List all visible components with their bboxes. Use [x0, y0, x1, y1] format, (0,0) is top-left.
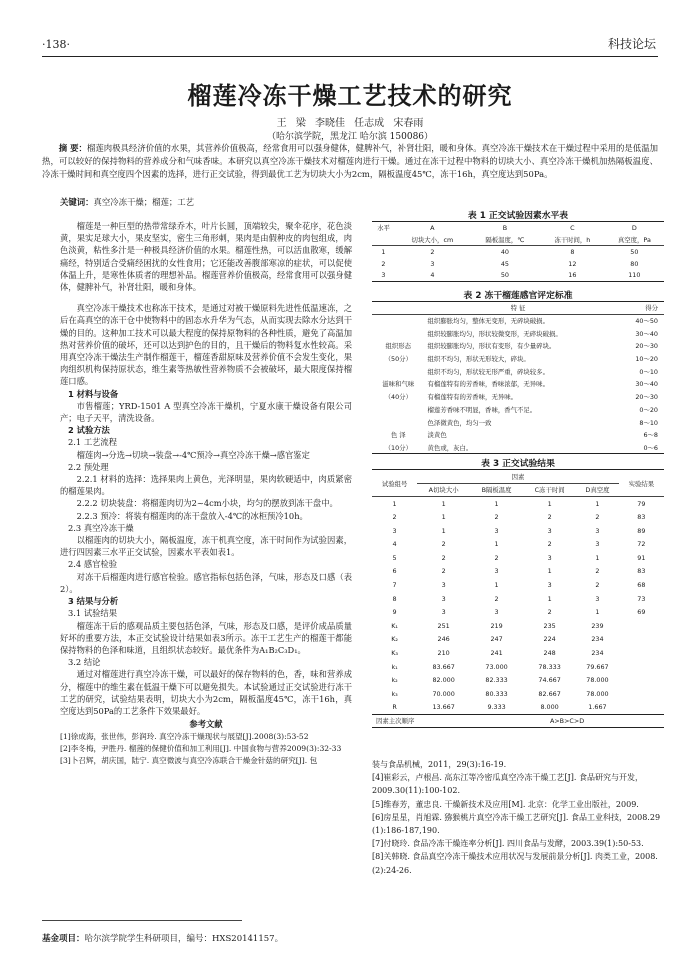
- paragraph: 榴莲冻干后的感观品质主要包括色泽，气味，形态及口感，是评价成品质量好坏的重要方法，本正交试验设计结果如表3所示。冻干工艺生产的榴莲干都能保持物料的色泽和味道，且组织状态较好。最优条件为A₁B₂C₃D₁。: [60, 620, 352, 655]
- table-cell: 2: [494, 594, 499, 603]
- subsection-heading: 3.1 试验结果: [68, 608, 118, 619]
- table-row: [372, 497, 664, 511]
- table-row: [372, 619, 664, 633]
- table-group-score: （10分）: [384, 443, 412, 452]
- table-cell: 黄色或，灰白。: [427, 443, 473, 452]
- table-cell: k₂: [391, 676, 398, 685]
- paragraph: 真空冷冻干燥技术也称冻干技术，是通过对被干燥原料先进性低温速冻，之后在高真空的冻干仓中使物料中的固态水升华为气态，从而实现去除水分达到干燥的目的。这种加工技术可以最大程度的保持原物料的各种性质，避免了高温加热对营养价值的破坏，还可以达到护色的目的，且干燥后的物料复水性较高。采用真空冷冻干燥法生产制作榴莲干，榴莲香甜原味及营养价值不会发生变化，果肉组织机构保持原状态，维生素等热敏性营养物质不会被破坏，最大限度保持榴莲口感。: [60, 303, 352, 387]
- table-cell: 1: [494, 540, 499, 549]
- funding-note: [42, 932, 283, 944]
- table-cell: 9: [392, 608, 397, 617]
- table-cell: 2: [441, 553, 446, 562]
- table-cell: 榴莲芳香味不明显，香味，香气不足。: [427, 405, 537, 414]
- reference-item: [8]关韩晓. 食品真空冷冻干燥技术应用状况与发展前景分析[J]. 肉类工业，2008.(2):24-26.: [372, 852, 658, 875]
- table-group-name: 色 泽: [390, 431, 406, 440]
- table-cell: 0～10: [639, 367, 658, 376]
- footnote-rule: [42, 920, 242, 921]
- table-cell: 239: [591, 621, 604, 630]
- table-row: [372, 701, 664, 715]
- table-cell: 2: [595, 567, 600, 576]
- table-cell: 1: [547, 567, 552, 576]
- table-cell: 3: [494, 567, 499, 576]
- table-cell: 7: [392, 581, 397, 590]
- table-row: [372, 246, 664, 258]
- table-group-score: （50分）: [384, 355, 412, 364]
- table-row: [372, 633, 664, 647]
- reference-item: [4]崔彩云，卢根昌. 高东江等冷密瓜真空冷冻干燥工艺[J]. 食品研究与开发，2009.30(11):100-102.: [372, 773, 643, 796]
- table-cell: 234: [591, 649, 604, 658]
- table-cell: 组织不均匀，形状较无形严重，碎块较多。: [427, 367, 549, 376]
- paragraph: 榴莲是一种巨型的热带常绿乔木，叶片长圆，顶端较尖，聚伞花序，花色淡黄，果实足球大小，果皮坚实，密生三角形刺，果肉是由假种皮的肉包组成，肉色淡黄，粘性多汁是一种极具经济价值的水果。榴莲性热，可以活血散寒，缓解痛经，特别适合受痛经困扰的女性食用；它还能改善腹部寒凉的症状，可以促使体温上升，是寒性体质者的理想补品。榴莲营养价值极高，经常食用可以强身健体，健脾补气，补肾壮阳，暖和身体。: [60, 221, 352, 293]
- table-header: 实验结果: [628, 479, 655, 488]
- table-cell: 1: [494, 581, 499, 590]
- table-cell: 1: [595, 553, 600, 562]
- table-cell: 淡黄色: [427, 431, 447, 440]
- table-cell: R: [392, 703, 397, 712]
- funding-text: 哈尔滨学院学生科研项目，编号：HXS20141157。: [84, 934, 284, 944]
- table-2: [372, 288, 664, 454]
- table-cell: 1: [595, 499, 600, 508]
- table-header: 水平: [377, 224, 390, 233]
- table-cell: 2: [430, 247, 435, 256]
- subsection-heading: 3.2 结论: [68, 657, 101, 668]
- table-cell: 2: [392, 513, 397, 522]
- table-cell: 3: [595, 526, 600, 535]
- table-cell: [619, 619, 664, 633]
- table-cell: K₁: [391, 621, 398, 630]
- table-cell: 78.333: [538, 662, 561, 671]
- table-header: [372, 302, 425, 315]
- table-cell: 110: [628, 271, 641, 280]
- table-caption: 表 3 正交试验结果: [481, 459, 555, 469]
- header-rule: [42, 56, 658, 57]
- table-cell: 2: [381, 259, 386, 268]
- abstract: [42, 142, 658, 181]
- table-caption: 表 1 正交试验因素水平表: [467, 211, 569, 221]
- paragraph: 通过对榴莲进行真空冷冻干燥，可以最好的保存物料的色，香，味和营养成分，榴莲中的维生素在低温干燥下可以避免损失。本试验通过正交试验进行冻干工艺的研究，试验结果表明，切块大小为2cm，隔板温度45℃，冻干16h，真空度达到50Pa的工艺条件下效果最好。: [60, 669, 352, 716]
- reference-item: [1]徐成海，张世伟，彭润玲. 真空冷冻干燥现状与展望[J].2008(3):53-52: [60, 732, 309, 742]
- table-caption: 表 2 冻干榴莲感官评定标准: [463, 291, 573, 301]
- paragraph: 2.2.3 预冷：将装有榴莲肉的冻干盘放入-4℃的冰柜预冷10h。: [76, 510, 308, 521]
- table-cell: 8.000: [540, 703, 559, 712]
- table-cell: 3: [547, 526, 552, 535]
- table-row: [372, 428, 664, 441]
- keywords: [60, 196, 194, 208]
- table-cell: 82.667: [538, 689, 561, 698]
- table-subheader: 冻干时间，h: [554, 235, 591, 244]
- table-cell: 83: [637, 513, 646, 522]
- table-cell: 2: [595, 513, 600, 522]
- table-subheader: [372, 234, 395, 246]
- table-header: A切块大小: [428, 486, 459, 495]
- table-group-header: 因素: [417, 470, 619, 484]
- table-cell: 30～40: [635, 329, 658, 338]
- table-cell: 3: [595, 540, 600, 549]
- table-cell: 79: [637, 499, 646, 508]
- table-cell: 69: [637, 608, 646, 617]
- table-row: [372, 416, 664, 429]
- page-number: ·138·: [42, 38, 70, 51]
- right-references: [372, 758, 664, 877]
- table-cell: 3: [430, 259, 435, 268]
- table-header: C: [570, 223, 575, 232]
- table-header: D真空度: [585, 486, 610, 495]
- table-cell: 8～10: [639, 418, 658, 427]
- table-cell: 83.667: [432, 662, 455, 671]
- table-cell: 219: [490, 621, 503, 630]
- paragraph: 2.2.2 切块装盘：将榴莲肉切为2~4cm小块，均匀的摆放到冻干盘中。: [76, 498, 338, 509]
- table-cell: 组织膨胀均匀，整体无变形，无碎块破损。: [427, 317, 549, 326]
- table-cell: 20～30: [635, 342, 658, 351]
- table-subheader: 切块大小，cm: [411, 235, 454, 244]
- table-group-score: （40分）: [384, 393, 412, 402]
- subsection-heading: 2.4 感官检验: [68, 559, 118, 570]
- table-cell: 234: [591, 635, 604, 644]
- table-cell: 1: [547, 594, 552, 603]
- table-cell: 2: [494, 553, 499, 562]
- table-row: [372, 646, 664, 660]
- abstract-text: 榴莲肉极具经济价值的水果，其营养价值极高，经常食用可以强身健体，健脾补气，补肾壮阳，暖和身体。真空冷冻干燥技术在干燥过程中采用的是低温加热，可以较好的保持物料的营养成分和气味香味。本研究以真空冷冻干燥技术对榴莲肉进行干燥。通过在冻干过程中物料的切块大小、真空冷冻干燥机加热隔板温度、冷冻干燥时间和真空度四个因素的选择，进行正交试验，得到最优工艺为切块大小为2cm，隔板温度45℃，冻干16h，真空度达到50Pa。: [42, 143, 658, 179]
- table-row: [372, 687, 664, 701]
- table-header: 特 征: [510, 304, 526, 313]
- table-row: [372, 270, 664, 282]
- table-cell: 1: [494, 499, 499, 508]
- table-row: [372, 673, 664, 687]
- table-cell: 1: [381, 247, 386, 256]
- reference-item: [5]维春芳，董忠良. 干燥新技术及应用[M]. 北京：化学工业出版社，2009.: [372, 799, 639, 809]
- table-cell: 40～50: [635, 317, 658, 326]
- table-cell: 组织较膨胀均匀，形状有变形，有少量碎块。: [427, 342, 556, 351]
- paragraph: 市售榴莲；YRD-1501 A 型真空冷冻干燥机，宁夏水康干燥设备有限公司产；电子天平，清洗设备。: [60, 400, 352, 424]
- table-cell: 3: [441, 581, 446, 590]
- table-cell: 251: [437, 621, 450, 630]
- table-cell: [619, 646, 664, 660]
- table-cell: 2: [547, 513, 552, 522]
- table-cell: 83: [637, 567, 646, 576]
- paragraph: 对冻干后榴莲肉进行感官检验。感官指标包括色泽，气味，形态及口感（表2）。: [60, 571, 352, 594]
- table-cell: 2: [441, 567, 446, 576]
- funding-label: 基金项目：: [42, 934, 85, 944]
- table-row: [372, 565, 664, 579]
- table-cell: 12: [568, 259, 577, 268]
- table-cell: 3: [494, 526, 499, 535]
- table-cell: 224: [543, 635, 556, 644]
- table-subheader: 真空度，Pa: [617, 235, 651, 244]
- keywords-label: 关键词：: [60, 197, 94, 207]
- table-footer-label: 因素主次顺序: [376, 717, 415, 726]
- table-cell: [619, 673, 664, 687]
- table-subheader: 隔板温度，℃: [485, 235, 525, 244]
- table-cell: 78.000: [586, 676, 609, 685]
- table-cell: 2: [547, 608, 552, 617]
- paragraph: 2.2.1 材料的选择：选择果肉上黄色，光泽明显，果肉软硬适中，肉质紧密的榴莲果肉。: [60, 474, 352, 497]
- table-row: [372, 365, 664, 378]
- table-cell: [619, 687, 664, 701]
- table-cell: 3: [547, 553, 552, 562]
- subsection-heading: 2.3 真空冷冻干燥: [68, 522, 134, 533]
- section-heading: 1 材料与设备: [68, 388, 119, 399]
- table-cell: 8: [570, 247, 575, 256]
- table-row: [372, 551, 664, 565]
- table-row: [372, 314, 664, 327]
- table-cell: 20～30: [635, 393, 658, 402]
- table-cell: 30～40: [635, 380, 658, 389]
- table-cell: 78.000: [586, 689, 609, 698]
- table-cell: 0～20: [639, 405, 658, 414]
- table-cell: K₂: [391, 635, 398, 644]
- table-cell: [619, 660, 664, 674]
- table-cell: 82.333: [485, 676, 508, 685]
- table-cell: 13.667: [432, 703, 455, 712]
- table-cell: 247: [490, 635, 503, 644]
- table-cell: 70.000: [432, 689, 455, 698]
- table-cell: 3: [441, 608, 446, 617]
- table-cell: 1.667: [588, 703, 607, 712]
- section-heading: 2 试验方法: [68, 425, 110, 436]
- affiliation: （哈尔滨学院，黑龙江 哈尔滨 150086）: [266, 132, 434, 142]
- table-row: [372, 660, 664, 674]
- table-row: [372, 441, 664, 454]
- table-cell: 50: [630, 247, 639, 256]
- table-cell: 68: [637, 581, 646, 590]
- subsection-heading: 2.2 预处理: [68, 461, 109, 472]
- table-cell: 248: [543, 649, 556, 658]
- table-cell: 241: [490, 649, 503, 658]
- table-cell: 74.667: [538, 676, 561, 685]
- reference-item: [7]付晓玲. 食品冷冻干燥连率分析[J]. 四川食品与发酵，2003.39(1):50-53.: [372, 839, 644, 849]
- table-cell: 组织较膨胀均匀，形状较微变形，无碎块破损。: [427, 329, 562, 338]
- table-cell: 2: [547, 540, 552, 549]
- article-title: 榴莲冷冻干燥工艺技术的研究: [187, 82, 513, 110]
- section-heading: 3 结果与分析: [68, 596, 119, 607]
- table-cell: 10～20: [635, 355, 658, 364]
- table-cell: 79.667: [586, 662, 609, 671]
- table-header: B隔板温度: [481, 486, 512, 495]
- paragraph: 以榴莲肉的切块大小，隔板温度，冻干机真空度，冻干时间作为试验因素，进行四因素三水平正交试验，因素水平表如表1。: [60, 535, 352, 558]
- table-row: [372, 378, 664, 391]
- table-1: [372, 208, 664, 282]
- table-row: [372, 524, 664, 538]
- table-cell: 73: [637, 594, 646, 603]
- table-cell: 80: [630, 259, 639, 268]
- table-cell: 4: [430, 271, 435, 280]
- table-cell: 235: [543, 621, 556, 630]
- table-cell: [619, 701, 664, 715]
- table-header: A: [430, 223, 435, 232]
- references-heading: 参考文献: [189, 719, 223, 730]
- table-cell: 91: [637, 553, 646, 562]
- table-cell: k₁: [391, 662, 398, 671]
- table-cell: 246: [437, 635, 450, 644]
- table-cell: 1: [441, 499, 446, 508]
- table-cell: 40: [500, 247, 509, 256]
- table-cell: 89: [637, 526, 646, 535]
- table-header: 试验组号: [381, 479, 408, 488]
- table-cell: 1: [547, 499, 552, 508]
- reference-item: 装与食品机械，2011，29(3):16-19.: [372, 760, 507, 769]
- table-header: 得分: [645, 304, 658, 313]
- table-cell: [619, 633, 664, 647]
- column-title: 科技论坛: [607, 37, 656, 51]
- table-row: [372, 537, 664, 551]
- table-header: C冻干时间: [534, 486, 565, 495]
- table-cell: 1: [392, 499, 397, 508]
- table-cell: 4: [392, 540, 397, 549]
- table-cell: 有榴莲特有的芳香味，香味浓郁，无异味。: [427, 380, 549, 389]
- table-row: [372, 340, 664, 353]
- table-row: [372, 403, 664, 416]
- table-3: [372, 456, 664, 728]
- table-cell: 0～6: [643, 443, 658, 452]
- table-row: [372, 390, 664, 403]
- table-cell: k₃: [391, 689, 398, 698]
- subsection-heading: 2.1 工艺流程: [68, 437, 118, 448]
- table-row: [372, 327, 664, 340]
- table-row: [372, 258, 664, 270]
- paragraph: 榴莲肉→分选→切块→装盘→-4℃预冷→真空冷冻干燥→感官鉴定: [76, 449, 310, 460]
- table-cell: 9.333: [487, 703, 506, 712]
- table-cell: 有榴莲特有的芳香味，无异味。: [427, 393, 518, 402]
- table-cell: 45: [500, 259, 509, 268]
- table-group-name: 滋味和气味: [382, 380, 415, 389]
- table-cell: 8: [392, 594, 397, 603]
- table-footer-value: A>B>C>D: [549, 716, 585, 725]
- table-row: [372, 592, 664, 606]
- reference-item: [3]卜召辉，胡庆国，陆宁. 真空微波与真空冷冻联合干燥金针菇的研究[J]. 包: [60, 755, 318, 765]
- table-cell: 1: [441, 526, 446, 535]
- table-cell: 色泽微黄色，均匀一致: [427, 418, 492, 427]
- table-cell: 2: [441, 540, 446, 549]
- table-cell: 6～8: [643, 431, 658, 440]
- table-cell: 82.000: [432, 676, 455, 685]
- reference-item: [6]房星星，肖旭霖. 猕猴桃片真空冷冻干燥工艺研究[J]. 食品工业科技，2008.29 (1):186-187,190.: [372, 812, 661, 836]
- table-cell: 72: [637, 540, 646, 549]
- table-group-name: 组织形态: [385, 342, 412, 351]
- abstract-label: 摘 要：: [58, 143, 87, 153]
- table-header: D: [631, 223, 637, 232]
- table-cell: 16: [568, 271, 577, 280]
- table-cell: 3: [392, 526, 397, 535]
- table-cell: K₃: [391, 649, 398, 658]
- table-cell: 1: [441, 513, 446, 522]
- table-row: [372, 510, 664, 524]
- table-cell: 3: [441, 594, 446, 603]
- table-cell: 3: [494, 608, 499, 617]
- table-cell: 5: [392, 553, 397, 562]
- table-cell: 1: [595, 608, 600, 617]
- table-cell: 3: [595, 594, 600, 603]
- table-cell: 6: [392, 567, 397, 576]
- table-cell: 73.000: [485, 662, 508, 671]
- table-cell: 50: [500, 271, 509, 280]
- left-column: [60, 220, 352, 766]
- authors: 王 梁 李晓佳 任志成 宋春雨: [276, 118, 424, 129]
- table-row: [372, 605, 664, 619]
- table-header: B: [502, 223, 508, 232]
- table-row: [372, 578, 664, 592]
- table-cell: 80.333: [485, 689, 508, 698]
- table-cell: 3: [381, 271, 386, 280]
- table-cell: 组织不均匀，形状无形较大，碎块。: [427, 355, 530, 364]
- keywords-text: 真空冷冻干燥；榴莲；工艺: [93, 197, 194, 207]
- table-cell: 2: [595, 581, 600, 590]
- table-cell: 2: [494, 513, 499, 522]
- table-row: [372, 352, 664, 365]
- table-cell: 3: [547, 581, 552, 590]
- table-cell: 210: [437, 649, 450, 658]
- reference-item: [2]李冬梅，尹胜丹. 榴莲的保健价值和加工利用[J]. 中国食物与营养2009(3):32-33: [60, 743, 342, 753]
